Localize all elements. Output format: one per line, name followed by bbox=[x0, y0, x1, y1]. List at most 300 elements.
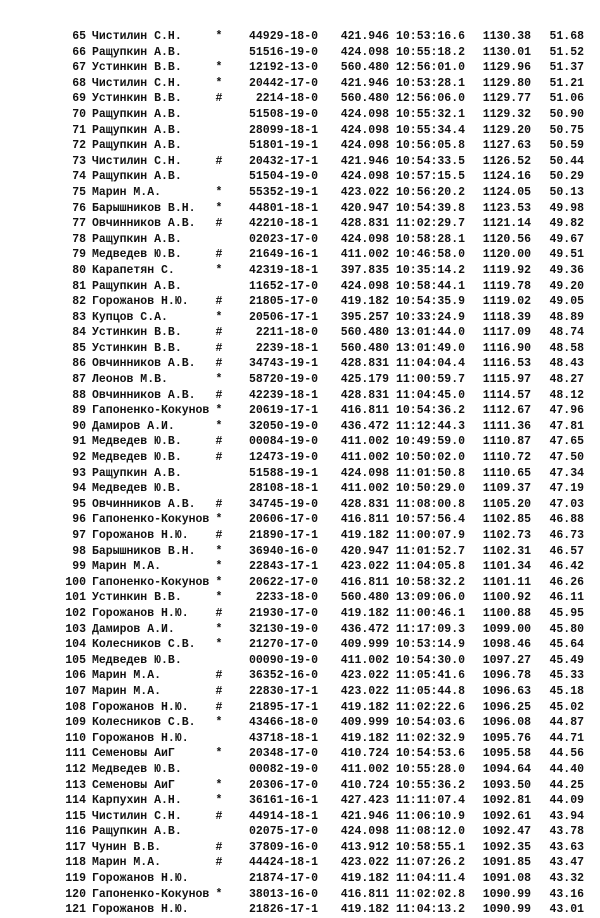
arrival-time: 10:55:36.2 bbox=[396, 778, 466, 792]
speed: 1116.53 bbox=[482, 357, 531, 371]
speed: 1129.20 bbox=[482, 123, 531, 137]
distance: 411.002 bbox=[340, 482, 389, 496]
arrival-time: 13:01:44.0 bbox=[396, 326, 466, 340]
arrival-time: 10:50:29.0 bbox=[396, 482, 466, 496]
participant-name: Медведев Ю.В. bbox=[92, 762, 182, 776]
place-number: 110 bbox=[65, 731, 86, 745]
speed: 1115.97 bbox=[482, 373, 531, 387]
table-row bbox=[0, 466, 600, 482]
distance: 424.098 bbox=[340, 139, 389, 153]
arrival-time: 10:58:32.2 bbox=[396, 575, 466, 589]
distance: 421.946 bbox=[340, 154, 389, 168]
points: 46.42 bbox=[549, 560, 584, 574]
table-row bbox=[0, 559, 600, 575]
points: 49.36 bbox=[549, 263, 584, 277]
distance: 428.831 bbox=[340, 357, 389, 371]
distance: 416.811 bbox=[340, 575, 389, 589]
arrival-time: 11:00:59.7 bbox=[396, 373, 466, 387]
ring-number: 28099-18-1 bbox=[248, 123, 318, 137]
points: 45.80 bbox=[549, 622, 584, 636]
participant-name: Чунин В.В. bbox=[92, 840, 162, 854]
table-row bbox=[0, 60, 600, 76]
ring-number: 02075-17-0 bbox=[248, 825, 318, 839]
ring-number: 21270-17-0 bbox=[248, 638, 318, 652]
points: 45.95 bbox=[549, 606, 584, 620]
ring-number: 12473-19-0 bbox=[248, 451, 318, 465]
points: 50.29 bbox=[549, 170, 584, 184]
distance: 425.179 bbox=[340, 373, 389, 387]
points: 48.43 bbox=[549, 357, 584, 371]
ring-number: 51801-19-1 bbox=[248, 139, 318, 153]
points: 49.82 bbox=[549, 217, 584, 231]
arrival-time: 10:55:34.4 bbox=[396, 123, 466, 137]
mark-symbol: * bbox=[215, 747, 223, 761]
points: 44.09 bbox=[549, 794, 584, 808]
points: 43.47 bbox=[549, 856, 584, 870]
points: 49.51 bbox=[549, 248, 584, 262]
ring-number: 36940-16-0 bbox=[248, 544, 318, 558]
distance: 411.002 bbox=[340, 435, 389, 449]
arrival-time: 10:53:16.6 bbox=[396, 30, 466, 43]
table-row bbox=[0, 871, 600, 887]
participant-name: Барышников В.Н. bbox=[92, 201, 196, 215]
arrival-time: 11:04:04.4 bbox=[396, 357, 466, 371]
points: 51.06 bbox=[549, 92, 584, 106]
participant-name: Ращупкин А.В. bbox=[92, 139, 182, 153]
table-row bbox=[0, 185, 600, 201]
arrival-time: 10:35:14.2 bbox=[396, 263, 466, 277]
distance: 411.002 bbox=[340, 248, 389, 262]
speed: 1098.46 bbox=[482, 638, 531, 652]
arrival-time: 10:56:05.8 bbox=[396, 139, 466, 153]
ring-number: 51508-19-0 bbox=[248, 107, 318, 121]
ring-number: 51588-19-1 bbox=[248, 466, 318, 480]
points: 50.90 bbox=[549, 107, 584, 121]
table-row bbox=[0, 325, 600, 341]
speed: 1110.65 bbox=[482, 466, 531, 480]
speed: 1101.34 bbox=[482, 560, 531, 574]
table-row bbox=[0, 668, 600, 684]
arrival-time: 10:33:24.9 bbox=[396, 310, 466, 324]
table-row bbox=[0, 247, 600, 263]
distance: 424.098 bbox=[340, 170, 389, 184]
points: 45.49 bbox=[549, 653, 584, 667]
mark-symbol: * bbox=[215, 513, 223, 527]
table-row bbox=[0, 388, 600, 404]
participant-name: Марин М.А. bbox=[92, 856, 162, 870]
participant-name: Семеновы АиГ bbox=[92, 747, 175, 761]
speed: 1096.63 bbox=[482, 684, 531, 698]
participant-name: Устинкин В.В. bbox=[92, 341, 182, 355]
ring-number: 55352-19-1 bbox=[248, 185, 318, 199]
points: 48.12 bbox=[549, 388, 584, 402]
speed: 1099.00 bbox=[482, 622, 531, 636]
mark-symbol: # bbox=[215, 684, 223, 698]
distance: 428.831 bbox=[340, 497, 389, 511]
place-number: 115 bbox=[65, 809, 86, 823]
distance: 421.946 bbox=[340, 809, 389, 823]
speed: 1124.16 bbox=[482, 170, 531, 184]
arrival-time: 11:04:13.2 bbox=[396, 903, 466, 917]
participant-name: Ращупкин А.В. bbox=[92, 107, 182, 121]
mark-symbol: # bbox=[215, 435, 223, 449]
arrival-time: 10:58:44.1 bbox=[396, 279, 466, 293]
points: 51.52 bbox=[549, 45, 584, 59]
place-number: 86 bbox=[72, 357, 86, 371]
ring-number: 2233-18-0 bbox=[255, 591, 318, 605]
arrival-time: 11:17:09.3 bbox=[396, 622, 466, 636]
speed: 1096.25 bbox=[482, 700, 531, 714]
table-row bbox=[0, 887, 600, 903]
table-row bbox=[0, 341, 600, 357]
place-number: 72 bbox=[72, 139, 86, 153]
ring-number: 20622-17-0 bbox=[248, 575, 318, 589]
distance: 416.811 bbox=[340, 887, 389, 901]
participant-name: Устинкин В.В. bbox=[92, 92, 182, 106]
place-number: 102 bbox=[65, 606, 86, 620]
arrival-time: 10:58:28.1 bbox=[396, 232, 466, 246]
distance: 411.002 bbox=[340, 451, 389, 465]
place-number: 83 bbox=[72, 310, 86, 324]
table-row bbox=[0, 403, 600, 419]
arrival-time: 11:02:29.7 bbox=[396, 217, 466, 231]
table-row bbox=[0, 824, 600, 840]
participant-name: Овчинников А.В. bbox=[92, 497, 196, 511]
table-row bbox=[0, 294, 600, 310]
speed: 1123.53 bbox=[482, 201, 531, 215]
points: 51.37 bbox=[549, 61, 584, 75]
participant-name: Чистилин С.Н. bbox=[92, 76, 182, 90]
participant-name: Устинкин В.В. bbox=[92, 591, 182, 605]
points: 47.50 bbox=[549, 451, 584, 465]
place-number: 120 bbox=[65, 887, 86, 901]
arrival-time: 10:54:03.6 bbox=[396, 716, 466, 730]
table-row bbox=[0, 29, 600, 45]
distance: 424.098 bbox=[340, 107, 389, 121]
distance: 419.182 bbox=[340, 606, 389, 620]
points: 48.74 bbox=[549, 326, 584, 340]
place-number: 73 bbox=[72, 154, 86, 168]
ring-number: 00084-19-0 bbox=[248, 435, 318, 449]
mark-symbol: # bbox=[215, 295, 223, 309]
place-number: 98 bbox=[72, 544, 86, 558]
points: 43.78 bbox=[549, 825, 584, 839]
ring-number: 38013-16-0 bbox=[248, 887, 318, 901]
mark-symbol: # bbox=[215, 529, 223, 542]
arrival-time: 10:53:28.1 bbox=[396, 76, 466, 90]
ring-number: 00090-19-0 bbox=[248, 653, 318, 667]
ring-number: 20348-17-0 bbox=[248, 747, 318, 761]
ring-number: 36161-16-1 bbox=[248, 794, 318, 808]
distance: 419.182 bbox=[340, 700, 389, 714]
ring-number: 28108-18-1 bbox=[248, 482, 318, 496]
mark-symbol: * bbox=[215, 30, 223, 43]
distance: 560.480 bbox=[340, 341, 389, 355]
points: 49.67 bbox=[549, 232, 584, 246]
participant-name: Дамиров А.И. bbox=[92, 622, 175, 636]
place-number: 76 bbox=[72, 201, 86, 215]
points: 44.25 bbox=[549, 778, 584, 792]
points: 49.05 bbox=[549, 295, 584, 309]
mark-symbol: # bbox=[215, 669, 223, 683]
points: 45.33 bbox=[549, 669, 584, 683]
ring-number: 42319-18-1 bbox=[248, 263, 318, 277]
place-number: 90 bbox=[72, 419, 86, 433]
table-row bbox=[0, 76, 600, 92]
points: 50.13 bbox=[549, 185, 584, 199]
place-number: 74 bbox=[72, 170, 86, 184]
mark-symbol: * bbox=[215, 638, 223, 652]
ring-number: 51516-19-0 bbox=[248, 45, 318, 59]
distance: 421.946 bbox=[340, 30, 389, 43]
mark-symbol: # bbox=[215, 248, 223, 262]
distance: 424.098 bbox=[340, 279, 389, 293]
participant-name: Овчинников А.В. bbox=[92, 357, 196, 371]
points: 45.18 bbox=[549, 684, 584, 698]
points: 48.58 bbox=[549, 341, 584, 355]
speed: 1129.96 bbox=[482, 61, 531, 75]
participant-name: Медведев Ю.В. bbox=[92, 451, 182, 465]
distance: 423.022 bbox=[340, 185, 389, 199]
place-number: 97 bbox=[72, 529, 86, 542]
place-number: 118 bbox=[65, 856, 86, 870]
participant-name: Марин М.А. bbox=[92, 560, 162, 574]
place-number: 84 bbox=[72, 326, 86, 340]
place-number: 109 bbox=[65, 716, 86, 730]
mark-symbol: # bbox=[215, 856, 223, 870]
table-row bbox=[0, 45, 600, 61]
participant-name: Ращупкин А.В. bbox=[92, 123, 182, 137]
ring-number: 2239-18-1 bbox=[255, 341, 318, 355]
mark-symbol: # bbox=[215, 809, 223, 823]
arrival-time: 11:04:05.8 bbox=[396, 560, 466, 574]
speed: 1121.14 bbox=[482, 217, 531, 231]
table-row bbox=[0, 310, 600, 326]
points: 43.01 bbox=[549, 903, 584, 917]
participant-name: Колесников С.В. bbox=[92, 716, 196, 730]
distance: 428.831 bbox=[340, 388, 389, 402]
distance: 428.831 bbox=[340, 217, 389, 231]
arrival-time: 10:54:39.8 bbox=[396, 201, 466, 215]
mark-symbol: * bbox=[215, 185, 223, 199]
place-number: 108 bbox=[65, 700, 86, 714]
speed: 1129.80 bbox=[482, 76, 531, 90]
participant-name: Медведев Ю.В. bbox=[92, 435, 182, 449]
participant-name: Устинкин В.В. bbox=[92, 61, 182, 75]
mark-symbol: * bbox=[215, 201, 223, 215]
participant-name: Медведев Ю.В. bbox=[92, 248, 182, 262]
table-row bbox=[0, 684, 600, 700]
ring-number: 21930-17-0 bbox=[248, 606, 318, 620]
ring-number: 21895-17-1 bbox=[248, 700, 318, 714]
mark-symbol: * bbox=[215, 591, 223, 605]
arrival-time: 11:00:07.9 bbox=[396, 529, 466, 542]
arrival-time: 10:57:56.4 bbox=[396, 513, 466, 527]
speed: 1130.01 bbox=[482, 45, 531, 59]
participant-name: Ращупкин А.В. bbox=[92, 170, 182, 184]
arrival-time: 11:04:45.0 bbox=[396, 388, 466, 402]
points: 48.89 bbox=[549, 310, 584, 324]
participant-name: Горожанов Н.Ю. bbox=[92, 700, 189, 714]
place-number: 89 bbox=[72, 404, 86, 418]
table-row bbox=[0, 606, 600, 622]
points: 44.40 bbox=[549, 762, 584, 776]
mark-symbol: * bbox=[215, 544, 223, 558]
participant-name: Горожанов Н.Ю. bbox=[92, 872, 189, 886]
mark-symbol: * bbox=[215, 560, 223, 574]
table-row bbox=[0, 528, 600, 544]
distance: 397.835 bbox=[340, 263, 389, 277]
speed: 1096.08 bbox=[482, 716, 531, 730]
mark-symbol: * bbox=[215, 404, 223, 418]
speed: 1114.57 bbox=[482, 388, 531, 402]
ring-number: 21826-17-1 bbox=[248, 903, 318, 917]
ring-number: 43718-18-1 bbox=[248, 731, 318, 745]
points: 46.57 bbox=[549, 544, 584, 558]
participant-name: Овчинников А.В. bbox=[92, 217, 196, 231]
ring-number: 37809-16-0 bbox=[248, 840, 318, 854]
table-row bbox=[0, 434, 600, 450]
distance: 420.947 bbox=[340, 201, 389, 215]
table-row bbox=[0, 497, 600, 513]
table-row bbox=[0, 481, 600, 497]
speed: 1100.88 bbox=[482, 606, 531, 620]
place-number: 68 bbox=[72, 76, 86, 90]
participant-name: Ращупкин А.В. bbox=[92, 279, 182, 293]
participant-name: Медведев Ю.В. bbox=[92, 653, 182, 667]
place-number: 82 bbox=[72, 295, 86, 309]
place-number: 121 bbox=[65, 903, 86, 917]
distance: 560.480 bbox=[340, 591, 389, 605]
mark-symbol: * bbox=[215, 310, 223, 324]
place-number: 67 bbox=[72, 61, 86, 75]
place-number: 95 bbox=[72, 497, 86, 511]
points: 44.87 bbox=[549, 716, 584, 730]
arrival-time: 10:53:14.9 bbox=[396, 638, 466, 652]
arrival-time: 11:12:44.3 bbox=[396, 419, 466, 433]
distance: 410.724 bbox=[340, 747, 389, 761]
place-number: 107 bbox=[65, 684, 86, 698]
distance: 395.257 bbox=[340, 310, 389, 324]
distance: 419.182 bbox=[340, 872, 389, 886]
arrival-time: 11:02:02.8 bbox=[396, 887, 466, 901]
table-row bbox=[0, 154, 600, 170]
ring-number: 12192-13-0 bbox=[248, 61, 318, 75]
table-row bbox=[0, 512, 600, 528]
participant-name: Ращупкин А.В. bbox=[92, 232, 182, 246]
table-row bbox=[0, 575, 600, 591]
arrival-time: 10:54:30.0 bbox=[396, 653, 466, 667]
place-number: 85 bbox=[72, 341, 86, 355]
arrival-time: 10:55:32.1 bbox=[396, 107, 466, 121]
participant-name: Марин М.А. bbox=[92, 669, 162, 683]
speed: 1093.50 bbox=[482, 778, 531, 792]
place-number: 103 bbox=[65, 622, 86, 636]
participant-name: Овчинников А.В. bbox=[92, 388, 196, 402]
mark-symbol: * bbox=[215, 716, 223, 730]
speed: 1129.77 bbox=[482, 92, 531, 106]
speed: 1119.02 bbox=[482, 295, 531, 309]
participant-name: Марин М.А. bbox=[92, 684, 162, 698]
points: 51.21 bbox=[549, 76, 584, 90]
place-number: 69 bbox=[72, 92, 86, 106]
arrival-time: 12:56:06.0 bbox=[396, 92, 466, 106]
mark-symbol: * bbox=[215, 622, 223, 636]
ring-number: 36352-16-0 bbox=[248, 669, 318, 683]
distance: 436.472 bbox=[340, 419, 389, 433]
place-number: 92 bbox=[72, 451, 86, 465]
arrival-time: 11:01:50.8 bbox=[396, 466, 466, 480]
distance: 424.098 bbox=[340, 466, 389, 480]
speed: 1120.56 bbox=[482, 232, 531, 246]
table-row bbox=[0, 419, 600, 435]
distance: 424.098 bbox=[340, 232, 389, 246]
ring-number: 44424-18-1 bbox=[248, 856, 318, 870]
arrival-time: 10:55:18.2 bbox=[396, 45, 466, 59]
distance: 436.472 bbox=[340, 622, 389, 636]
table-row bbox=[0, 653, 600, 669]
speed: 1102.73 bbox=[482, 529, 531, 542]
place-number: 88 bbox=[72, 388, 86, 402]
participant-name: Чистилин С.Н. bbox=[92, 809, 182, 823]
ring-number: 42210-18-1 bbox=[248, 217, 318, 231]
ring-number: 20606-17-0 bbox=[248, 513, 318, 527]
place-number: 77 bbox=[72, 217, 86, 231]
place-number: 96 bbox=[72, 513, 86, 527]
arrival-time: 10:55:28.0 bbox=[396, 762, 466, 776]
place-number: 113 bbox=[65, 778, 86, 792]
speed: 1119.92 bbox=[482, 263, 531, 277]
arrival-time: 10:56:20.2 bbox=[396, 185, 466, 199]
points: 44.71 bbox=[549, 731, 584, 745]
ring-number: 20619-17-1 bbox=[248, 404, 318, 418]
distance: 411.002 bbox=[340, 653, 389, 667]
table-row bbox=[0, 123, 600, 139]
mark-symbol: * bbox=[215, 778, 223, 792]
distance: 416.811 bbox=[340, 513, 389, 527]
table-row bbox=[0, 855, 600, 871]
place-number: 65 bbox=[72, 30, 86, 43]
table-row bbox=[0, 622, 600, 638]
arrival-time: 10:50:02.0 bbox=[396, 451, 466, 465]
ring-number: 00082-19-0 bbox=[248, 762, 318, 776]
place-number: 87 bbox=[72, 373, 86, 387]
place-number: 119 bbox=[65, 872, 86, 886]
points: 47.34 bbox=[549, 466, 584, 480]
mark-symbol: # bbox=[215, 451, 223, 465]
place-number: 66 bbox=[72, 45, 86, 59]
points: 46.26 bbox=[549, 575, 584, 589]
place-number: 93 bbox=[72, 466, 86, 480]
ring-number: 20442-17-0 bbox=[248, 76, 318, 90]
table-row bbox=[0, 372, 600, 388]
speed: 1096.78 bbox=[482, 669, 531, 683]
mark-symbol: * bbox=[215, 794, 223, 808]
table-row bbox=[0, 637, 600, 653]
points: 49.20 bbox=[549, 279, 584, 293]
distance: 423.022 bbox=[340, 669, 389, 683]
arrival-time: 10:54:53.6 bbox=[396, 747, 466, 761]
mark-symbol: # bbox=[215, 154, 223, 168]
mark-symbol: * bbox=[215, 887, 223, 901]
table-row bbox=[0, 138, 600, 154]
ring-number: 34743-19-1 bbox=[248, 357, 318, 371]
table-row bbox=[0, 731, 600, 747]
mark-symbol: * bbox=[215, 575, 223, 589]
points: 51.68 bbox=[549, 30, 584, 43]
mark-symbol: * bbox=[215, 61, 223, 75]
participant-name: Ращупкин А.В. bbox=[92, 825, 182, 839]
